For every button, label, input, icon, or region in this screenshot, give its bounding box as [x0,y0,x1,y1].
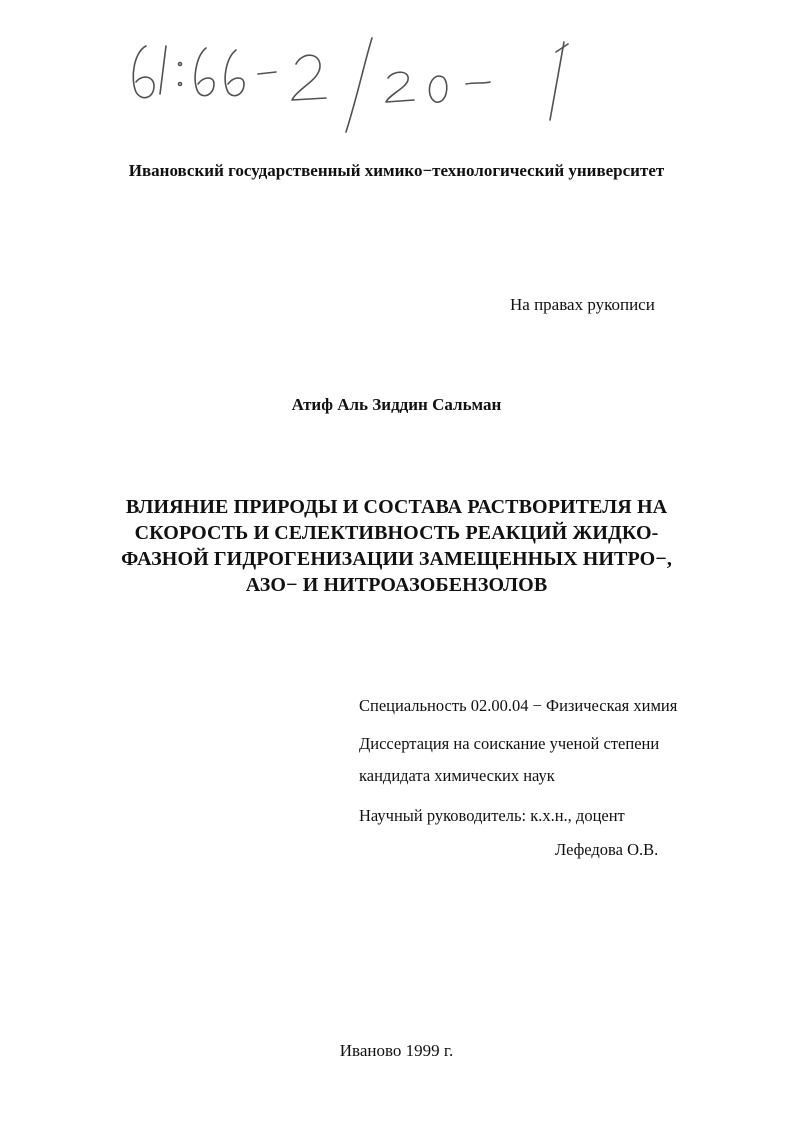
author-name: Атиф Аль Зиддин Сальман [291,395,502,414]
handwritten-archive-code [120,28,590,136]
title-line: ВЛИЯНИЕ ПРИРОДЫ И СОСТАВА РАСТВОРИТЕЛЯ НА [125,496,668,518]
manuscript-rights: На правах рукописи [510,295,655,314]
title-line: АЗО− И НИТРОАЗОБЕНЗОЛОВ [245,574,548,596]
specialty: Специальность 02.00.04 − Физическая химия [359,696,678,715]
supervisor-label: Научный руководитель: к.х.н., доцент [359,806,625,825]
dissertation-degree-line1: Диссертация на соискание ученой степени [359,734,660,753]
title-line: СКОРОСТЬ И СЕЛЕКТИВНОСТЬ РЕАКЦИЙ ЖИДКО- [134,522,659,544]
supervisor-name: Лефедова О.В. [555,840,659,859]
handwritten-archive-code-drawing [120,28,590,136]
university-name: Ивановский государственный химико−технологический университет [128,161,665,180]
title-line: ФАЗНОЙ ГИДРОГЕНИЗАЦИИ ЗАМЕЩЕННЫХ НИТРО−, [121,548,672,570]
dissertation-title [90,494,703,598]
dissertation-degree-line2: кандидата химических наук [359,766,555,785]
city-year: Иваново 1999 г. [339,1041,454,1060]
